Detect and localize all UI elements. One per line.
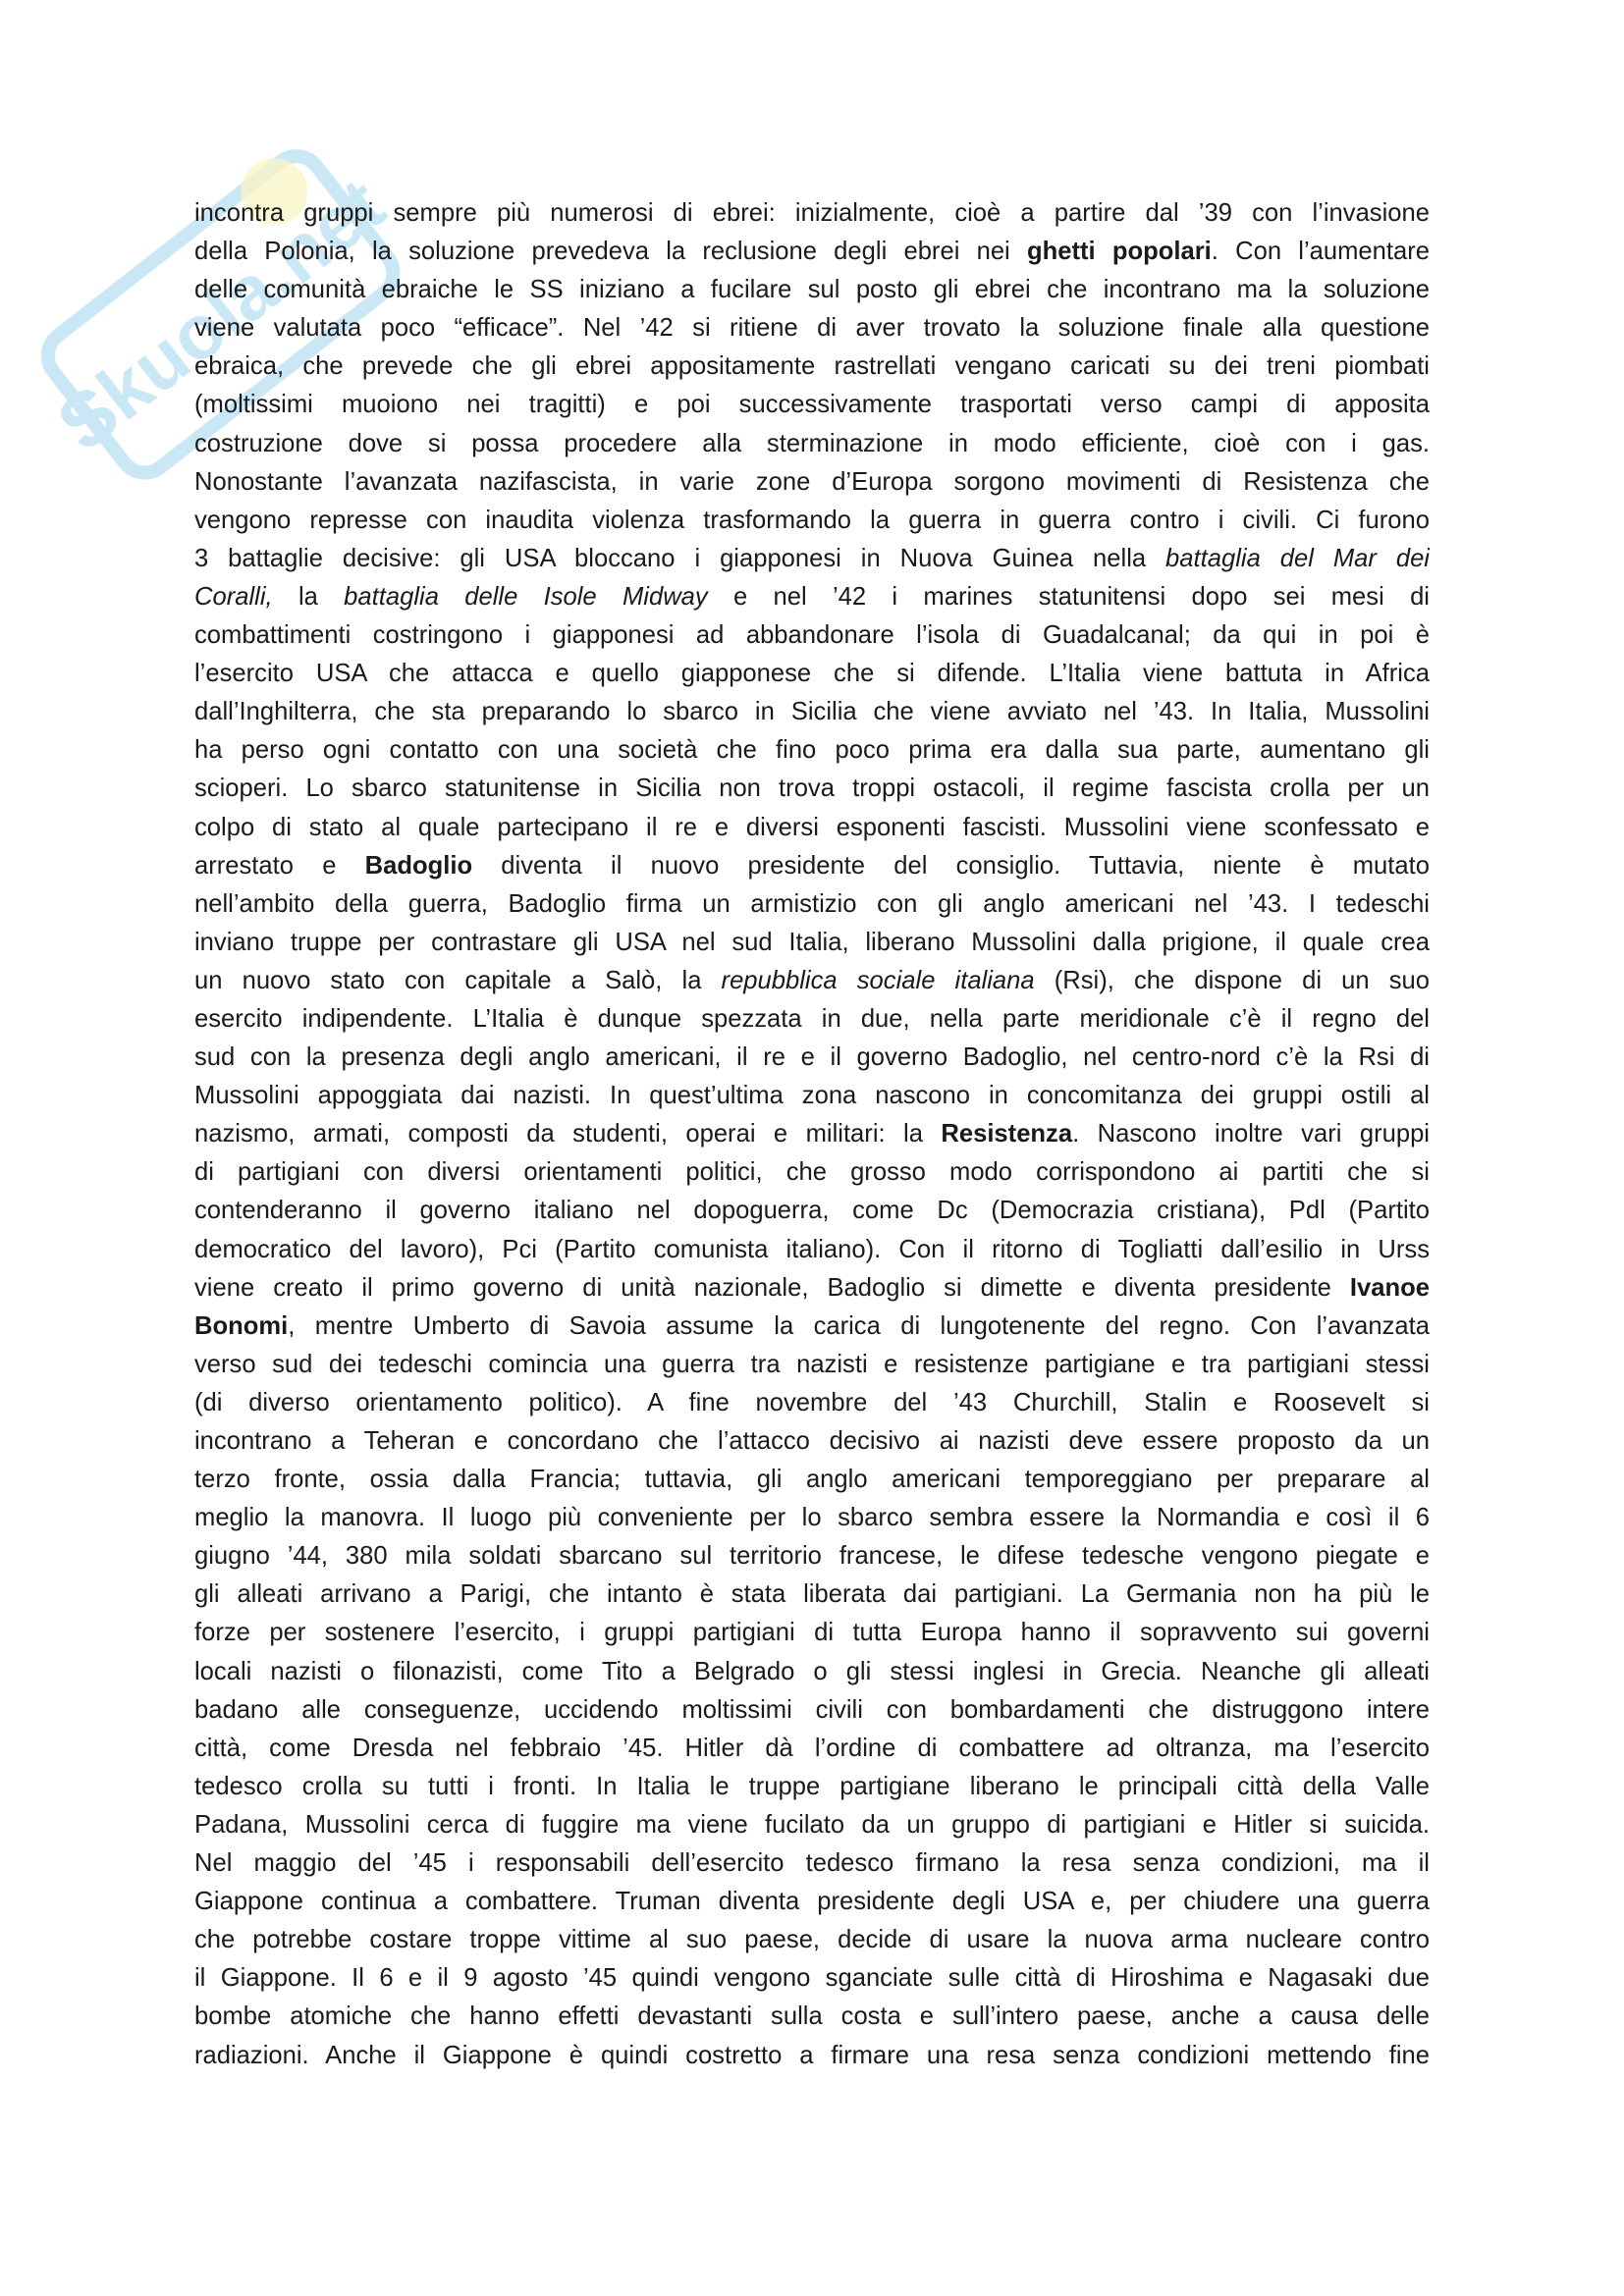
italic-term: battaglia del Mar dei: [1165, 544, 1430, 572]
text-segment: un nuovo stato con capitale a Salò, la: [194, 966, 722, 994]
italic-term: Coralli,: [194, 582, 273, 611]
text-line: [194, 425, 1430, 463]
text-segment: Mussolini appoggiata dai nazisti. In quest’ultima zona nascono in concomitanza dei gruppi ostili al: [194, 1082, 1430, 1110]
text-line: [194, 1308, 1430, 1346]
text-line: [194, 1653, 1430, 1691]
text-segment: forze per sostenere l’esercito, i gruppi partigiani di tutta Europa hanno il sopravvento sui governi: [194, 1619, 1430, 1647]
text-segment: (Rsi), che dispone di un suo: [1034, 966, 1430, 994]
body-text: [194, 194, 1430, 2075]
text-line: [194, 1461, 1430, 1499]
text-segment: verso sud dei tedeschi comincia una guerra tra nazisti e resistenze partigiane e tra partigiani stessi: [194, 1350, 1430, 1378]
text-segment: di partigiani con diversi orientamenti politici, che grosso modo corrispondono ai partiti che si: [194, 1158, 1430, 1187]
text-line: [194, 655, 1430, 693]
text-segment: locali nazisti o filonazisti, come Tito a Belgrado o gli stessi inglesi in Grecia. Neanche gli alleati: [194, 1657, 1430, 1685]
text-segment: arrestato e: [194, 851, 365, 880]
text-segment: che potrebbe costare troppe vittime al suo paese, decide di usare la nuova arma nucleare contro: [194, 1926, 1430, 1954]
text-line: [194, 731, 1430, 770]
text-segment: diventa il nuovo presidente del consiglio. Tuttavia, niente è mutato: [472, 851, 1430, 880]
text-line: [194, 1921, 1430, 1959]
text-line: [194, 1883, 1430, 1921]
text-segment: incontra gruppi sempre più numerosi di ebrei: inizialmente, cioè a partire dal ’39 con l’invasione: [194, 199, 1430, 227]
text-line: [194, 1115, 1430, 1153]
text-segment: gli alleati arrivano a Parigi, che intanto è stata liberata dai partigiani. La Germania non ha più le: [194, 1580, 1430, 1609]
text-line: [194, 1844, 1430, 1883]
text-segment: colpo di stato al quale partecipano il re e diversi esponenti fascisti. Mussolini viene sconfessato e: [194, 813, 1430, 841]
text-line: [194, 502, 1430, 540]
text-line: [194, 1192, 1430, 1230]
text-segment: nell’ambito della guerra, Badoglio firma un armistizio con gli anglo americani nel ’43. I tedeschi: [194, 889, 1430, 918]
text-line: [194, 885, 1430, 924]
text-line: [194, 847, 1430, 885]
text-segment: della Polonia, la soluzione prevedeva la reclusione degli ebrei nei: [194, 238, 1027, 266]
italic-term: repubblica sociale italiana: [721, 966, 1035, 994]
text-line: [194, 809, 1430, 847]
text-line: [194, 1806, 1430, 1844]
text-segment: ebraica, che prevede che gli ebrei appositamente rastrellati vengano caricati su dei treni piombati: [194, 352, 1430, 381]
text-segment: Nel maggio del ’45 i responsabili dell’esercito tedesco firmano la resa senza condizioni, ma il: [194, 1849, 1430, 1878]
text-segment: costruzione dove si possa procedere alla sterminazione in modo efficiente, cioè con i gas.: [194, 429, 1430, 457]
text-line: [194, 1077, 1430, 1115]
bold-term: Ivanoe: [1349, 1273, 1430, 1302]
text-segment: giugno ’44, 380 mila soldati sbarcano sul territorio francese, le difese tedesche vengono piegate e: [194, 1542, 1430, 1571]
text-segment: , mentre Umberto di Savoia assume la carica di lungotenente del regno. Con l’avanzata: [288, 1311, 1430, 1340]
text-segment: meglio la manovra. Il luogo più conveniente per lo sbarco sembra essere la Normandia e così il 6: [194, 1504, 1430, 1532]
text-line: [194, 578, 1430, 616]
text-segment: e nel ’42 i marines statunitensi dopo sei mesi di: [707, 582, 1430, 611]
text-segment: vengono represse con inaudita violenza trasformando la guerra in guerra contro i civili. Ci furono: [194, 506, 1430, 534]
text-line: [194, 962, 1430, 1000]
text-line: [194, 693, 1430, 731]
text-segment: democratico del lavoro), Pci (Partito comunista italiano). Con il ritorno di Togliatti dall’esilio in Urss: [194, 1235, 1430, 1263]
text-line: [194, 1998, 1430, 2036]
text-segment: terzo fronte, ossia dalla Francia; tuttavia, gli anglo americani temporeggiano per preparare al: [194, 1466, 1430, 1494]
text-line: [194, 1575, 1430, 1614]
text-segment: la: [272, 582, 345, 611]
text-line: [194, 1614, 1430, 1652]
text-segment: (moltissimi muoiono nei tragitti) e poi successivamente trasportati verso campi di apposita: [194, 391, 1430, 419]
text-segment: tedesco crolla su tutti i fronti. In Italia le truppe partigiane liberano le principali città della Valle: [194, 1772, 1430, 1800]
text-segment: città, come Dresda nel febbraio ’45. Hitler dà l’ordine di combattere ad oltranza, ma l’esercito: [194, 1734, 1430, 1762]
text-line: [194, 1499, 1430, 1537]
text-line: [194, 1269, 1430, 1308]
text-segment: (di diverso orientamento politico). A fine novembre del ’43 Churchill, Stalin e Roosevelt si: [194, 1388, 1430, 1416]
italic-term: battaglia delle Isole Midway: [344, 582, 708, 611]
text-line: [194, 1422, 1430, 1461]
text-segment: viene valutata poco “efficace”. Nel ’42 si ritiene di aver trovato la soluzione finale alla questione: [194, 314, 1430, 343]
text-line: [194, 1346, 1430, 1384]
text-line: [194, 616, 1430, 655]
text-line: [194, 770, 1430, 808]
text-line: [194, 463, 1430, 502]
text-line: [194, 540, 1430, 578]
text-segment: sud con la presenza degli anglo americani, il re e il governo Badoglio, nel centro-nord c’è la Rsi di: [194, 1043, 1430, 1072]
text-segment: badano alle conseguenze, uccidendo moltissimi civili con bombardamenti che distruggono intere: [194, 1695, 1430, 1724]
text-segment: contenderanno il governo italiano nel dopoguerra, come Dc (Democrazia cristiana), Pdl (Partito: [194, 1197, 1430, 1225]
text-segment: ha perso ogni contatto con una società che fino poco prima era dalla sua parte, aumentano gli: [194, 736, 1430, 765]
text-line: [194, 924, 1430, 962]
text-segment: Giappone continua a combattere. Truman diventa presidente degli USA e, per chiudere una guerra: [194, 1888, 1430, 1916]
text-line: [194, 1000, 1430, 1039]
watermark-brand-text: Skuola.net: [41, 161, 401, 468]
text-segment: Nonostante l’avanzata nazifascista, in varie zone d’Europa sorgono movimenti di Resistenza che: [194, 467, 1430, 496]
text-line: [194, 2037, 1430, 2075]
bold-term: Badoglio: [364, 851, 473, 880]
text-segment: combattimenti costringono i giapponesi ad abbandonare l’isola di Guadalcanal; da qui in poi è: [194, 621, 1430, 650]
text-segment: Padana, Mussolini cerca di fuggire ma viene fucilato da un gruppo di partigiani e Hitler si suicida.: [194, 1810, 1430, 1839]
text-line: [194, 271, 1430, 309]
text-segment: radiazioni. Anche il Giappone è quindi costretto a firmare una resa senza condizioni mettendo fine: [194, 2041, 1430, 2069]
text-line: [194, 1231, 1430, 1269]
text-segment: . Nascono inoltre vari gruppi: [1072, 1120, 1430, 1148]
text-line: [194, 233, 1430, 271]
text-segment: scioperi. Lo sbarco statunitense in Sicilia non trova troppi ostacoli, il regime fascista crolla per un: [194, 774, 1430, 803]
text-segment: dall’Inghilterra, che sta preparando lo sbarco in Sicilia che viene avviato nel ’43. In Italia, Mussolini: [194, 698, 1430, 726]
text-segment: 3 battaglie decisive: gli USA bloccano i giapponesi in Nuova Guinea nella: [194, 544, 1166, 572]
text-segment: incontrano a Teheran e concordano che l’attacco decisivo ai nazisti deve essere proposto da un: [194, 1427, 1430, 1455]
text-segment: l’esercito USA che attacca e quello giapponese che si difende. L’Italia viene battuta in Africa: [194, 660, 1430, 688]
text-line: [194, 194, 1430, 233]
text-segment: nazismo, armati, composti da studenti, operai e militari: la: [194, 1120, 942, 1148]
text-line: [194, 1959, 1430, 1998]
bold-term: Bonomi: [194, 1311, 289, 1340]
text-line: [194, 1153, 1430, 1192]
text-line: [194, 386, 1430, 424]
text-segment: esercito indipendente. L’Italia è dunque spezzata in due, nella parte meridionale c’è il regno del: [194, 1004, 1430, 1033]
text-segment: il Giappone. Il 6 e il 9 agosto ’45 quindi vengono sganciate sulle città di Hiroshima e Nagasaki due: [194, 1964, 1430, 1993]
text-segment: viene creato il primo governo di unità nazionale, Badoglio si dimette e diventa presidente: [194, 1273, 1350, 1302]
text-segment: delle comunità ebraiche le SS iniziano a fucilare sul posto gli ebrei che incontrano ma la soluzione: [194, 276, 1430, 304]
text-segment: bombe atomiche che hanno effetti devastanti sulla costa e sull’intero paese, anche a causa delle: [194, 2002, 1430, 2031]
text-line: [194, 1768, 1430, 1806]
text-line: [194, 309, 1430, 347]
text-line: [194, 1384, 1430, 1422]
bold-term: Resistenza: [941, 1120, 1073, 1148]
bold-term: ghetti popolari: [1026, 238, 1212, 266]
text-line: [194, 1537, 1430, 1575]
text-line: [194, 1039, 1430, 1077]
text-line: [194, 347, 1430, 386]
text-line: [194, 1691, 1430, 1730]
text-segment: . Con l’aumentare: [1211, 238, 1430, 266]
text-line: [194, 1730, 1430, 1768]
text-segment: inviano truppe per contrastare gli USA nel sud Italia, liberano Mussolini dalla prigione, il quale crea: [194, 928, 1430, 956]
